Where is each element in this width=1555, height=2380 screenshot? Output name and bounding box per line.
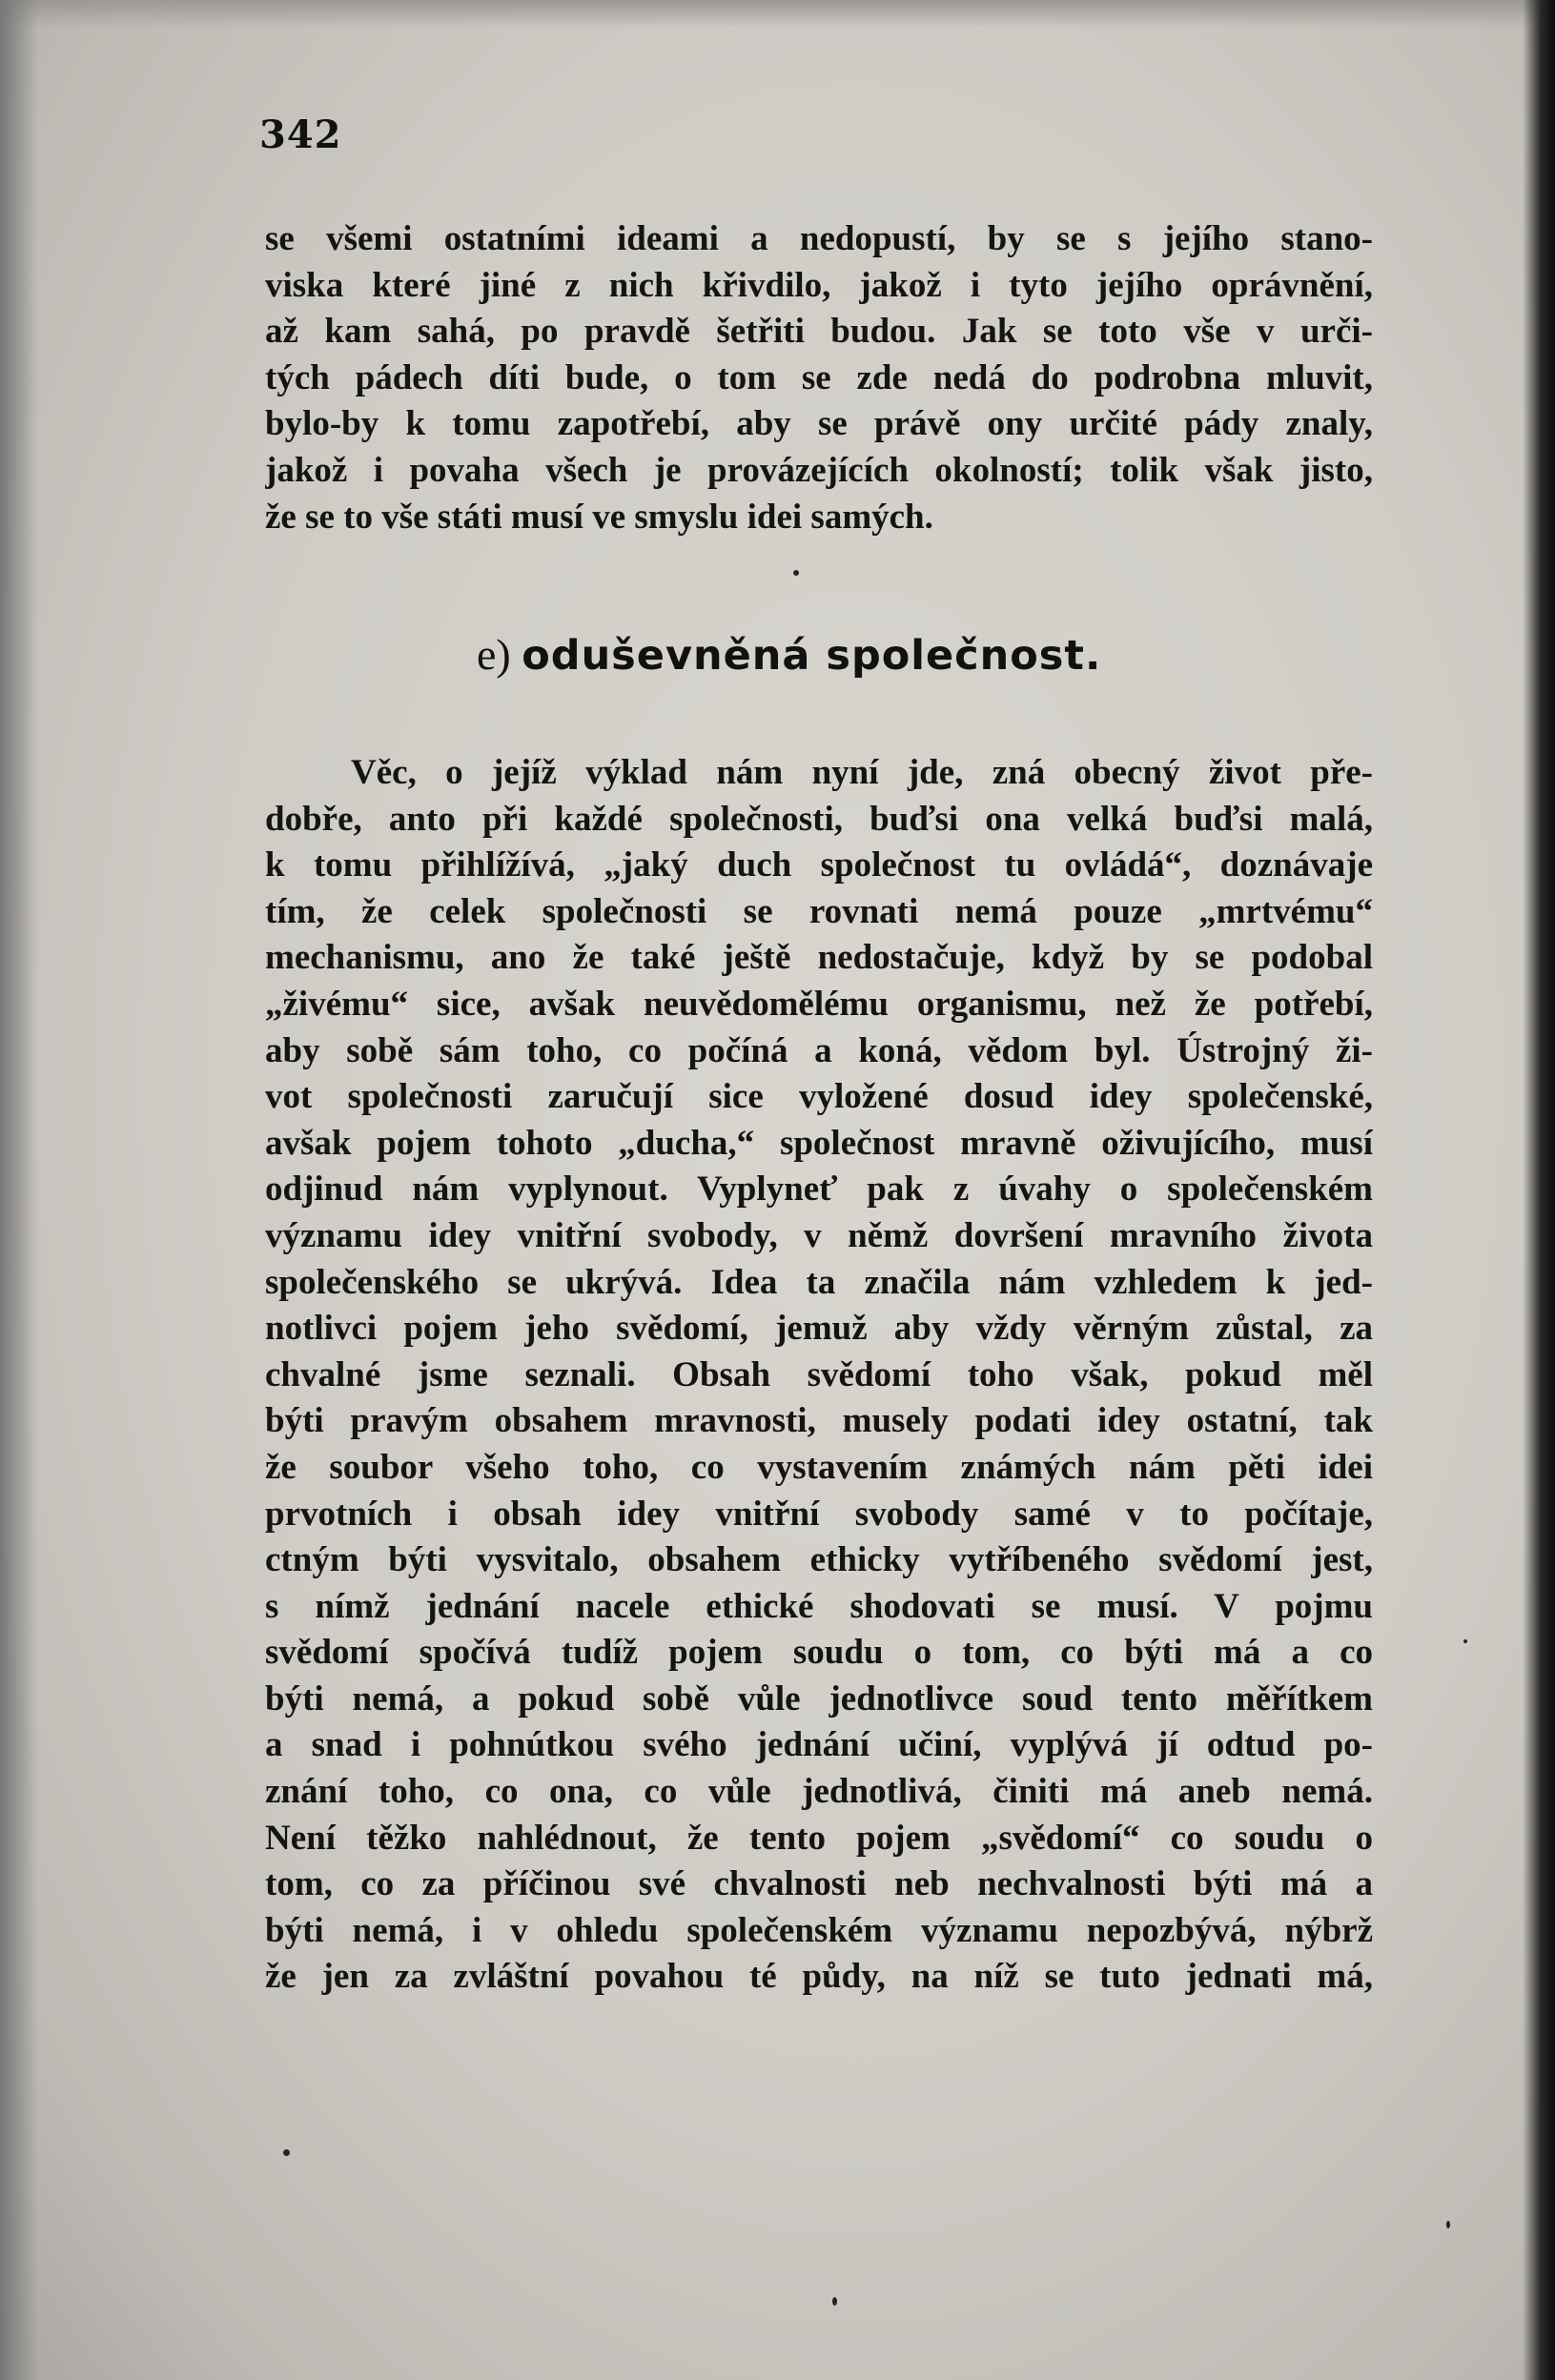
text-line: jakož i povaha všech je provázejících okolností; tolik však jisto,	[265, 450, 1373, 490]
text-line: avšak pojem tohoto „ducha,“ společnost mravně oživujícího, musí	[265, 1123, 1373, 1163]
text-line: Věc, o jejíž výklad nám nyní jde, zná obecný život pře-	[351, 753, 1373, 792]
paper-speck	[832, 2297, 837, 2306]
text-line: prvotních i obsah idey vnitřní svobody samé v to počítaje,	[265, 1494, 1373, 1534]
text-line: ctným býti vysvitalo, obsahem ethicky vytříbeného svědomí jest,	[265, 1540, 1373, 1580]
paper-speck	[1446, 2221, 1450, 2228]
section-heading	[477, 629, 1101, 680]
text-line: býti nemá, i v ohledu společenském významu nepozbývá, nýbrž	[265, 1910, 1373, 1950]
text-line: že jen za zvláštní povahou té půdy, na níž se tuto jednati má,	[265, 1957, 1373, 1997]
paragraph-main	[265, 750, 1373, 2001]
text-line: se všemi ostatními ideami a nedopustí, by se s jejího stano-	[265, 219, 1373, 258]
text-line: a snad i pohnútkou svého jednání učiní, vyplývá jí odtud po-	[265, 1725, 1373, 1765]
scan-edge-top	[0, 0, 1555, 29]
text-line: chvalné jsme seznali. Obsah svědomí toho však, pokud měl	[265, 1354, 1373, 1394]
section-title: oduševněná společnost.	[522, 632, 1102, 680]
text-line: viska které jiné z nich křivdilo, jakož i tyto jejího oprávnění,	[265, 265, 1373, 305]
text-line: svědomí spočívá tudíž pojem soudu o tom, co býti má a co	[265, 1633, 1373, 1673]
text-line: aby sobě sám toho, co počíná a koná, vědom byl. Ústrojný ži-	[265, 1030, 1373, 1070]
text-line: tím, že celek společnosti se rovnati nemá pouze „mrtvému“	[265, 891, 1373, 931]
text-line: k tomu přihlížívá, „jaký duch společnost tu ovládá“, doznávaje	[265, 845, 1373, 885]
text-line: s nímž jednání nacele ethické shodovati se musí. V pojmu	[265, 1586, 1373, 1626]
scan-edge-left	[0, 0, 38, 2380]
text-line: býti nemá, a pokud sobě vůle jednotlivce soud tento měřítkem	[265, 1678, 1373, 1719]
section-letter: e)	[477, 630, 511, 679]
text-line: tých pádech díti bude, o tom se zde nedá do podrobna mluvit,	[265, 357, 1373, 397]
text-line: dobře, anto při každé společnosti, buďsi ona velká buďsi malá,	[265, 799, 1373, 839]
paper-speck	[1463, 1639, 1467, 1643]
paragraph-top	[265, 216, 1373, 540]
text-line: až kam sahá, po pravdě šetřiti budou. Jak se toto vše v urči-	[265, 312, 1373, 352]
paper-speck	[283, 2149, 290, 2156]
text-line: mechanismu, ano že také ještě nedostačuje, když by se podobal	[265, 938, 1373, 978]
text-line: býti pravým obsahem mravnosti, musely podati idey ostatní, tak	[265, 1401, 1373, 1441]
text-line: společenského se ukrývá. Idea ta značila nám vzhledem k jed-	[265, 1262, 1373, 1302]
text-line: odjinud nám vyplynout. Vyplyneť pak z úvahy o společenském	[265, 1170, 1373, 1210]
text-line: „živému“ sice, avšak neuvědomělému organismu, než že potřebí,	[265, 984, 1373, 1024]
text-line: že soubor všeho toho, co vystavením známých nám pěti idei	[265, 1447, 1373, 1487]
text-line: tom, co za příčinou své chvalnosti neb nechvalnosti býti má a	[265, 1864, 1373, 1904]
paper-speck	[793, 570, 799, 576]
text-line: že se to vše státi musí ve smyslu idei samých.	[265, 497, 933, 537]
text-line: znání toho, co ona, co vůle jednotlivá, činiti má aneb nemá.	[265, 1772, 1373, 1812]
text-line: významu idey vnitřní svobody, v němž dovršení mravního života	[265, 1215, 1373, 1255]
page-number: 342	[259, 112, 342, 157]
scan-edge-right	[1523, 0, 1555, 2380]
text-line: Není těžko nahlédnout, že tento pojem „svědomí“ co soudu o	[265, 1818, 1373, 1858]
text-line: notlivci pojem jeho svědomí, jemuž aby vždy věrným zůstal, za	[265, 1309, 1373, 1349]
text-line: bylo-by k tomu zapotřebí, aby se právě ony určité pády znaly,	[265, 404, 1373, 444]
text-line: vot společnosti zaručují sice vyložené dosud idey společenské,	[265, 1077, 1373, 1117]
